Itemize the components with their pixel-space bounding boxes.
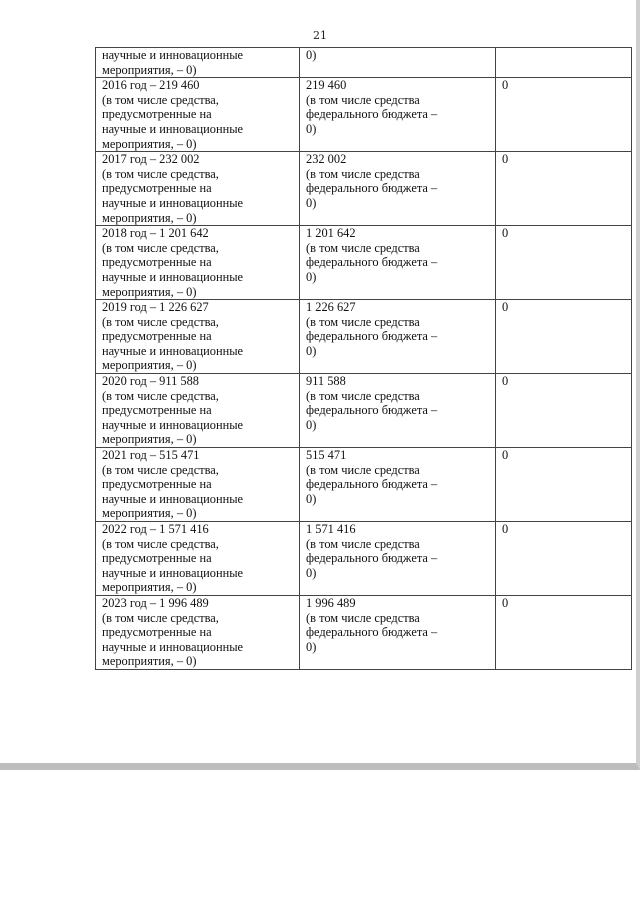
cell-text-line: 0 (502, 152, 509, 167)
table-row (96, 448, 632, 522)
table-cell-col1 (96, 48, 300, 78)
funding-table (95, 47, 632, 670)
cell-text-line: федерального бюджета – (306, 329, 438, 344)
cell-text-line: 2016 год – 219 460 (102, 78, 200, 93)
table-row (96, 152, 632, 226)
table-cell-col3 (496, 78, 632, 152)
cell-text-line: 911 588 (306, 374, 346, 389)
cell-text-line: 1 996 489 (306, 595, 356, 610)
cell-text-line: 0) (306, 48, 317, 62)
cell-text-line: мероприятия, – 0) (102, 210, 197, 225)
cell-text-line: (в том числе средства (306, 240, 420, 255)
cell-text-line: федерального бюджета – (306, 477, 438, 492)
table-row (96, 374, 632, 448)
cell-text-line: (в том числе средства, (102, 536, 219, 551)
table-cell-col2 (300, 300, 496, 374)
table-cell-col1 (96, 374, 300, 448)
cell-text-line: научные и инновационные (102, 639, 244, 654)
cell-text-line: федерального бюджета – (306, 625, 438, 640)
cell-text-line: 0 (502, 522, 509, 536)
cell-text-line: мероприятия, – 0) (102, 432, 197, 447)
cell-text-line: 0 (502, 374, 509, 389)
cell-text-line: предусмотренные на (102, 329, 212, 344)
cell-text-line: мероприятия, – 0) (102, 136, 197, 151)
cell-text-line: предусмотренные на (102, 625, 212, 640)
cell-text-line: 219 460 (306, 78, 347, 93)
cell-text-line: 2020 год – 911 588 (102, 374, 199, 389)
cell-text-line: 0) (306, 565, 317, 580)
cell-text-line: (в том числе средства (306, 610, 420, 625)
cell-text-line: (в том числе средства (306, 462, 420, 477)
cell-text-line: (в том числе средства (306, 388, 420, 403)
table-cell-col3 (496, 374, 632, 448)
table-cell-col1 (96, 300, 300, 374)
table-cell-col3 (496, 48, 632, 78)
cell-text-line: 0) (306, 121, 317, 136)
table-row (96, 78, 632, 152)
cell-text-line: федерального бюджета – (306, 551, 438, 566)
table-cell-col3 (496, 448, 632, 522)
cell-text-line: научные и инновационные (102, 417, 244, 432)
cell-text-line: 0) (306, 343, 317, 358)
table-cell-col3 (496, 522, 632, 596)
cell-text-line: 2022 год – 1 571 416 (102, 522, 209, 536)
table-cell-col2 (300, 448, 496, 522)
cell-text-line: (в том числе средства (306, 536, 420, 551)
table-cell-col1 (96, 226, 300, 300)
cell-text-line: 0) (306, 269, 317, 284)
cell-text-line: предусмотренные на (102, 181, 212, 196)
page-number: 21 (313, 29, 327, 42)
cell-text-line: 2019 год – 1 226 627 (102, 300, 209, 315)
cell-text-line: предусмотренные на (102, 551, 212, 566)
table-cell-col1 (96, 78, 300, 152)
cell-text-line: 0) (306, 491, 317, 506)
table-cell-col2 (300, 522, 496, 596)
table-cell-col2 (300, 78, 496, 152)
cell-text-line: 1 226 627 (306, 300, 356, 315)
cell-text-line: 0 (502, 300, 509, 315)
table-cell-col2 (300, 374, 496, 448)
cell-text-line: федерального бюджета – (306, 255, 438, 270)
cell-text-line: 0 (502, 595, 509, 610)
cell-text-line: федерального бюджета – (306, 107, 438, 122)
table-row (96, 48, 632, 78)
cell-text-line: 0 (502, 448, 509, 463)
cell-text-line: (в том числе средства, (102, 610, 219, 625)
cell-text-line: научные и инновационные (102, 121, 244, 136)
table-cell-col1 (96, 448, 300, 522)
table-cell-col3 (496, 595, 632, 669)
table-row (96, 226, 632, 300)
cell-text-line: (в том числе средства, (102, 92, 219, 107)
table-row (96, 595, 632, 669)
cell-text-line: 515 471 (306, 448, 347, 463)
cell-text-line: мероприятия, – 0) (102, 654, 197, 669)
cell-text-line: (в том числе средства (306, 166, 420, 181)
cell-text-line: (в том числе средства, (102, 240, 219, 255)
cell-text-line: (в том числе средства (306, 314, 420, 329)
table-cell-col1 (96, 522, 300, 596)
cell-text-line: 1 571 416 (306, 522, 356, 536)
cell-text-line: предусмотренные на (102, 255, 212, 270)
table-cell-col2 (300, 48, 496, 78)
table-cell-col2 (300, 595, 496, 669)
cell-text-line: мероприятия, – 0) (102, 358, 197, 373)
cell-text-line: научные и инновационные (102, 195, 244, 210)
cell-text-line: (в том числе средства (306, 92, 420, 107)
cell-text-line: мероприятия, – 0) (102, 62, 197, 77)
cell-text-line: мероприятия, – 0) (102, 284, 197, 299)
cell-text-line: (в том числе средства, (102, 166, 219, 181)
table-row (96, 522, 632, 596)
cell-text-line: 0 (502, 78, 509, 93)
cell-text-line: 232 002 (306, 152, 347, 167)
cell-text-line: предусмотренные на (102, 107, 212, 122)
cell-text-line: 2017 год – 232 002 (102, 152, 200, 167)
table-cell-col3 (496, 226, 632, 300)
table-cell-col3 (496, 300, 632, 374)
cell-text-line: предусмотренные на (102, 477, 212, 492)
funding-table-body (96, 48, 632, 670)
cell-text-line: (в том числе средства, (102, 462, 219, 477)
cell-text-line: (в том числе средства, (102, 388, 219, 403)
cell-text-line: 2021 год – 515 471 (102, 448, 200, 463)
cell-text-line: 0) (306, 417, 317, 432)
table-row (96, 300, 632, 374)
cell-text-line: предусмотренные на (102, 403, 212, 418)
table-cell-col1 (96, 595, 300, 669)
cell-text-line: (в том числе средства, (102, 314, 219, 329)
cell-text-line: 2023 год – 1 996 489 (102, 595, 209, 610)
cell-text-line: мероприятия, – 0) (102, 506, 197, 521)
table-cell-col1 (96, 152, 300, 226)
cell-text-line: 2018 год – 1 201 642 (102, 226, 209, 241)
cell-text-line: научные и инновационные (102, 491, 244, 506)
table-cell-col3 (496, 152, 632, 226)
cell-text-line: 0 (502, 226, 509, 241)
cell-text-line: федерального бюджета – (306, 181, 438, 196)
cell-text-line: 0) (306, 639, 317, 654)
table-cell-col2 (300, 226, 496, 300)
cell-text-line: научные и инновационные (102, 343, 244, 358)
cell-text-line: научные и инновационные (102, 48, 244, 62)
cell-text-line: 0) (306, 195, 317, 210)
cell-text-line: федерального бюджета – (306, 403, 438, 418)
cell-text-line: 1 201 642 (306, 226, 356, 241)
cell-text-line: научные и инновационные (102, 269, 244, 284)
cell-text-line: научные и инновационные (102, 565, 244, 580)
cell-text-line: мероприятия, – 0) (102, 580, 197, 595)
table-cell-col2 (300, 152, 496, 226)
